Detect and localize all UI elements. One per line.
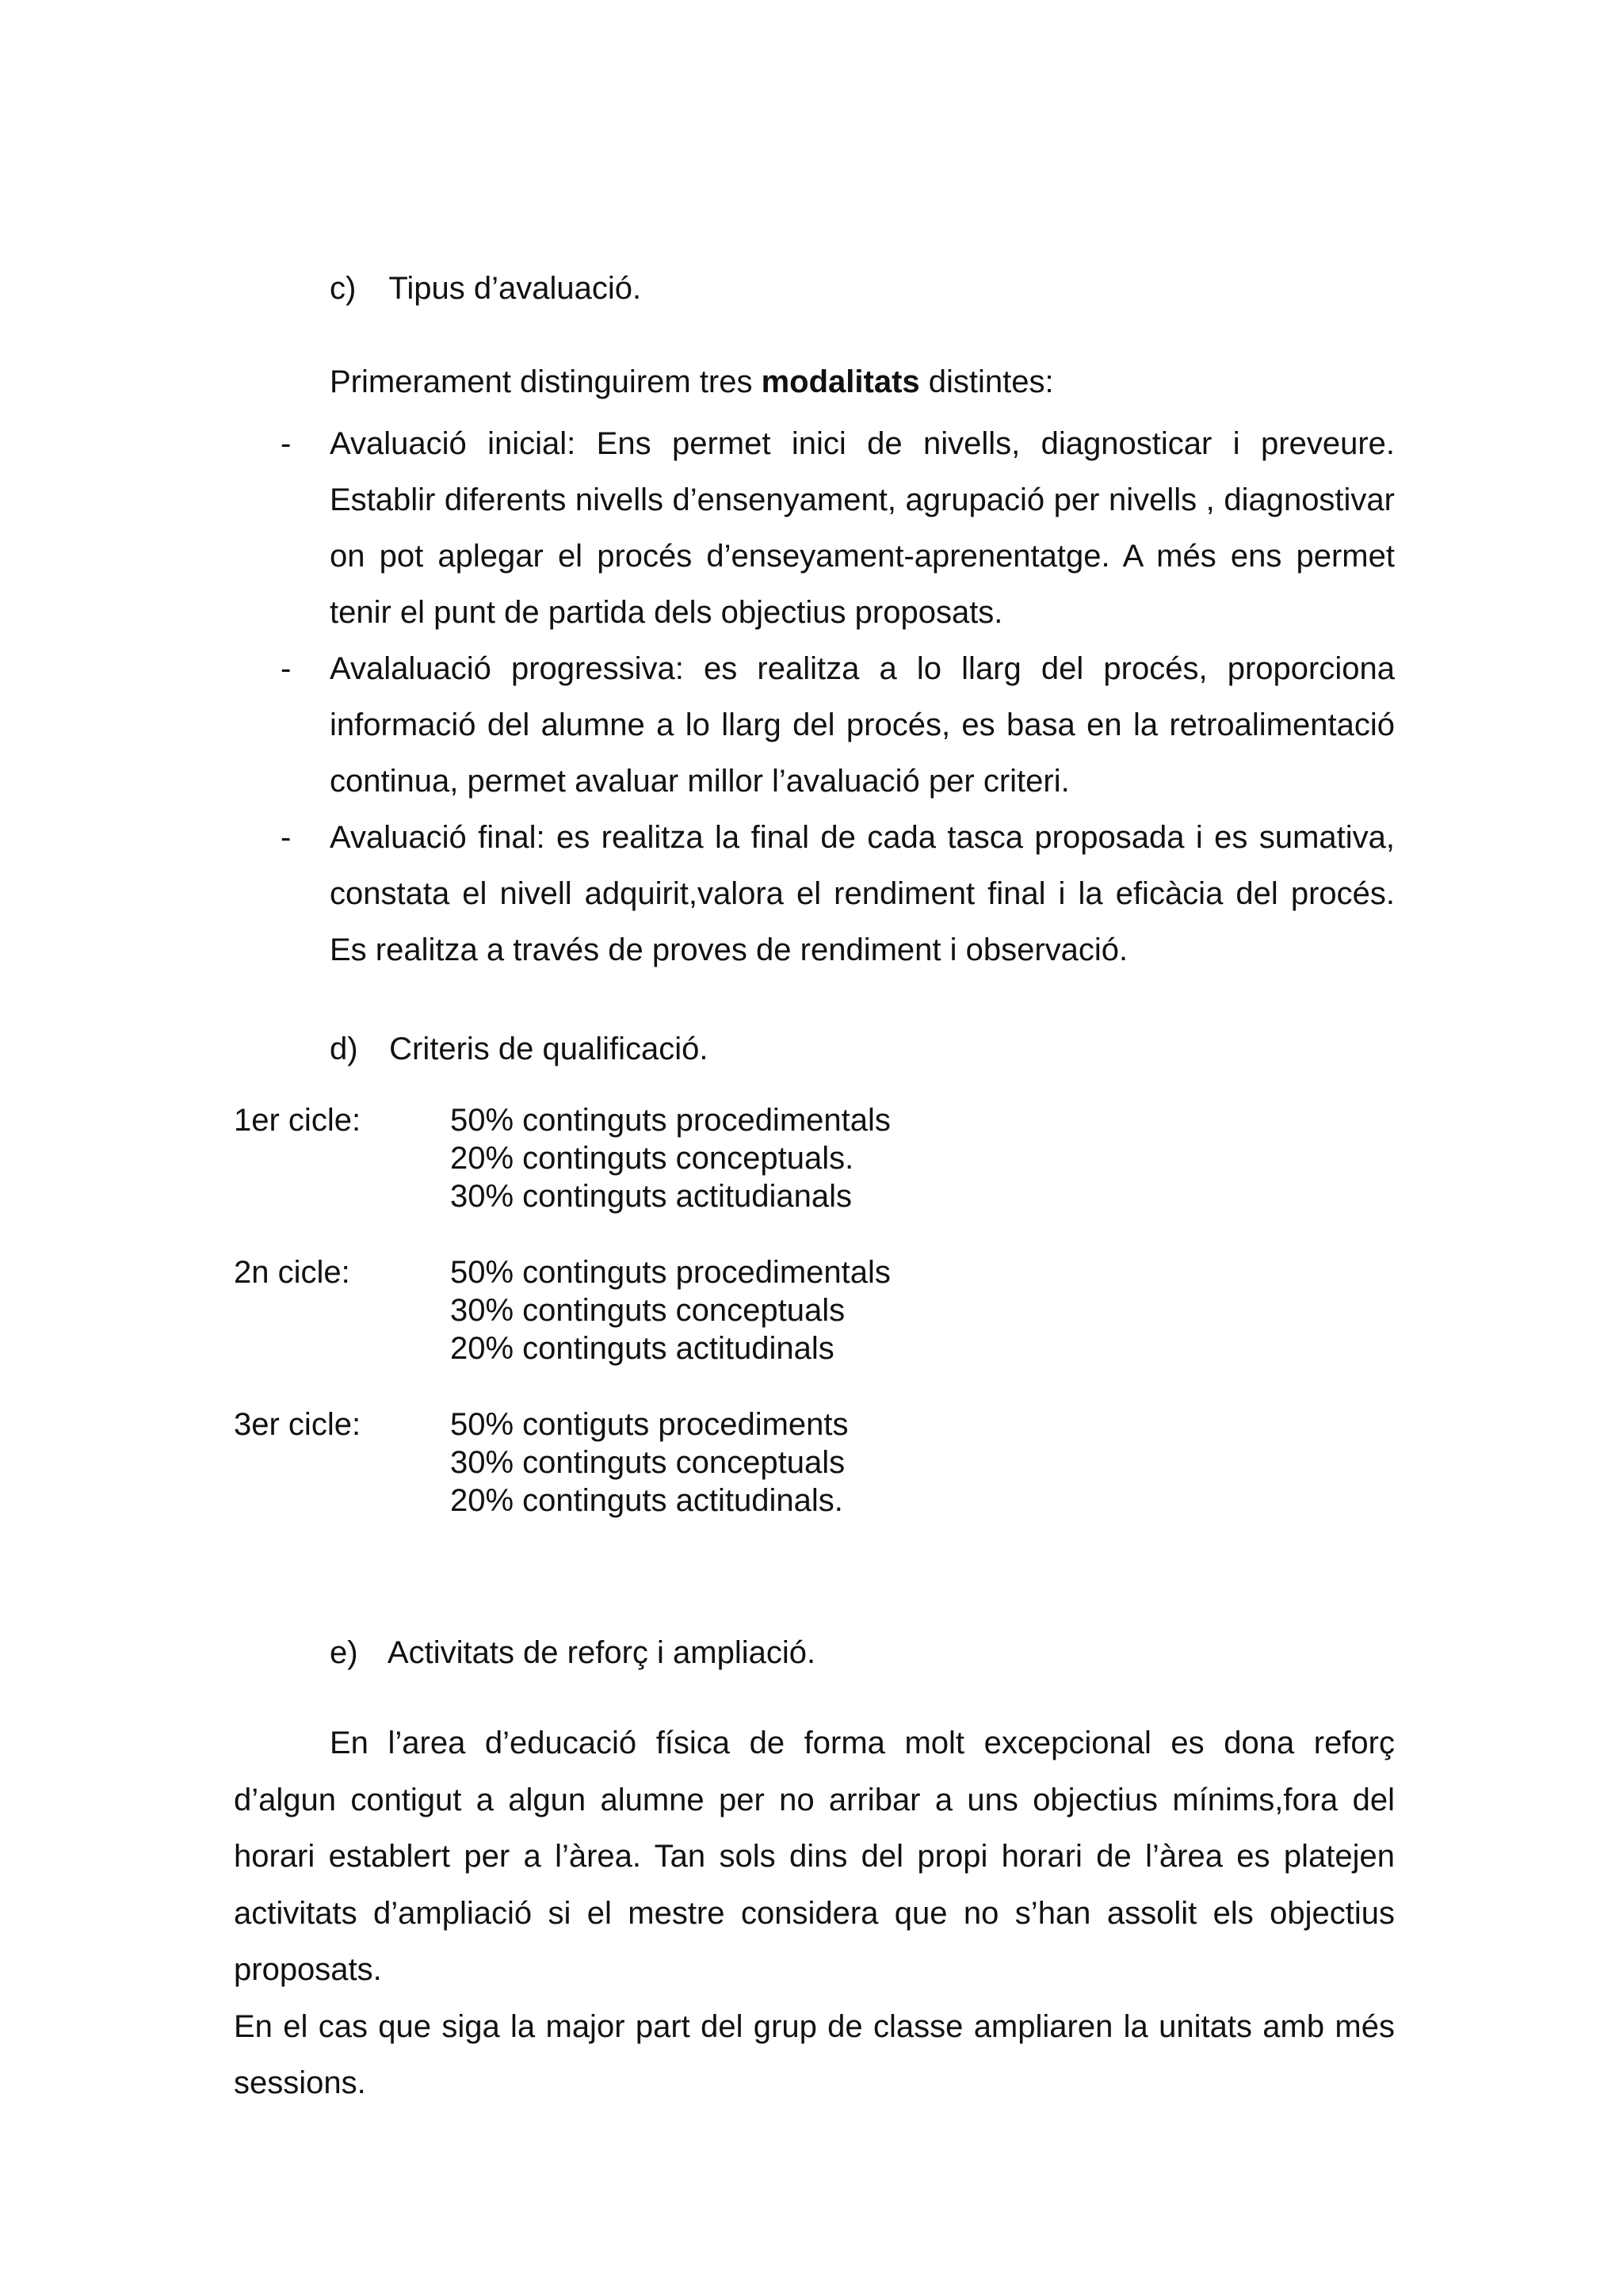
percentage-line: 50% continguts procedimentals bbox=[450, 1255, 891, 1290]
section-e-label: e) bbox=[330, 1635, 358, 1670]
section-c-title: Tipus d’avaluació. bbox=[388, 271, 642, 306]
bullet-dash: - bbox=[281, 820, 292, 855]
intro-text-after: distintes: bbox=[919, 364, 1054, 399]
section-d-heading bbox=[330, 1030, 708, 1068]
cycle-label: 2n cicle: bbox=[234, 1255, 350, 1290]
grade-group-cycle-2 bbox=[234, 1253, 891, 1367]
section-d-label: d) bbox=[330, 1032, 358, 1066]
evaluation-modalities-list bbox=[269, 416, 1395, 978]
section-c-heading bbox=[330, 269, 641, 307]
list-item bbox=[269, 641, 1395, 810]
percentage-line: 20% continguts conceptuals. bbox=[450, 1141, 854, 1176]
cycle-label: 3er cicle: bbox=[234, 1407, 361, 1442]
bullet-dash: - bbox=[281, 426, 292, 461]
cycle-label: 1er cicle: bbox=[234, 1103, 361, 1138]
reinforcement-text bbox=[234, 1715, 1395, 2112]
section-e-heading bbox=[330, 1634, 815, 1672]
list-item bbox=[269, 416, 1395, 641]
cycle-percentages bbox=[450, 1405, 849, 1520]
grade-group-cycle-1 bbox=[234, 1101, 891, 1215]
section-d-title: Criteris de qualificació. bbox=[389, 1032, 708, 1066]
cycle-percentages bbox=[450, 1101, 891, 1215]
percentage-line: 30% continguts actitudianals bbox=[450, 1179, 852, 1214]
percentage-line: 30% continguts conceptuals bbox=[450, 1445, 846, 1480]
percentage-line: 20% continguts actitudinals bbox=[450, 1331, 834, 1366]
bullet-text: Avalaluació progressiva: es realitza a lo llarg del procés, proporciona informació del alumne a lo llarg del procés, es basa en la retroalimentació continua, permet avaluar millor l’avaluació per criteri. bbox=[330, 651, 1395, 799]
percentage-line: 50% contiguts procediments bbox=[450, 1407, 849, 1442]
percentage-line: 20% continguts actitudinals. bbox=[450, 1483, 843, 1518]
intro-line bbox=[330, 363, 1054, 401]
grade-group-cycle-3 bbox=[234, 1405, 891, 1520]
list-item bbox=[269, 810, 1395, 978]
intro-text-before: Primerament distinguirem tres bbox=[330, 364, 762, 399]
section-c-label: c) bbox=[330, 271, 357, 306]
cycle-percentages bbox=[450, 1253, 891, 1367]
paragraph-1: En l’area d’educació física de forma molt excepcional es dona reforç d’algun contigut a algun alumne per no arribar a uns objectius mínims,fora del horari establert per a l’àrea. Tan sols dins del propi horari de l’àrea es platejen activitats d’ampliació si el mestre considera que no s’han assolit els objectius proposats. bbox=[234, 1726, 1395, 1987]
percentage-line: 30% continguts conceptuals bbox=[450, 1293, 846, 1328]
paragraph-2: En el cas que siga la major part del grup de classe ampliaren la unitats amb més sessions. bbox=[234, 2008, 1395, 2100]
intro-bold-word: modalitats bbox=[761, 364, 920, 399]
percentage-line: 50% continguts procedimentals bbox=[450, 1103, 891, 1138]
bullet-text: Avaluació final: es realitza la final de cada tasca proposada i es sumativa, constata el nivell adquirit,valora el rendiment final i la eficàcia del procés. Es realitza a través de proves de rendiment i observació. bbox=[330, 820, 1395, 967]
grading-criteria bbox=[234, 1101, 891, 1558]
section-e-title: Activitats de reforç i ampliació. bbox=[387, 1635, 816, 1670]
bullet-dash: - bbox=[281, 651, 292, 686]
bullet-text: Avaluació inicial: Ens permet inici de nivells, diagnosticar i preveure. Establir diferents nivells d’ensenyament, agrupació per nivells , diagnostivar on pot aplegar el procés d’enseyament-aprenentatge. A més ens permet tenir el punt de partida dels objectius proposats. bbox=[330, 426, 1395, 630]
